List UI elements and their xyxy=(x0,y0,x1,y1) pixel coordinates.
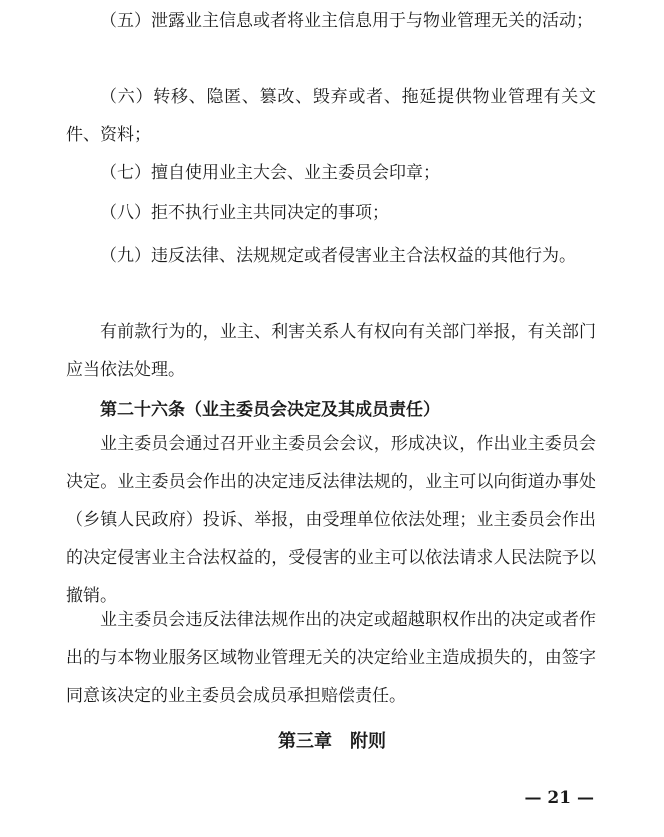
clause-item-5: （五）泄露业主信息或者将业主信息用于与物业管理无关的活动； xyxy=(100,11,593,31)
clause-item-8: （八）拒不执行业主共同决定的事项； xyxy=(100,203,389,223)
clause-item-9: （九）违反法律、法规规定或者侵害业主合法权益的其他行为。 xyxy=(100,246,576,266)
clause-item-7: （七）擅自使用业主大会、业主委员会印章； xyxy=(100,163,440,183)
article-26-paragraph-2: 业主委员会违反法律法规作出的决定或超越职权作出的决定或者作出的与本物业服务区域物业管理无关的决定给业主造成损失的，由签字同意该决定的业主委员会成员承担赔偿责任。 xyxy=(66,610,596,706)
page-number: — 21 — xyxy=(524,788,594,808)
article-26-paragraph-1: 业主委员会通过召开业主委员会会议，形成决议，作出业主委员会决定。业主委员会作出的决定违反法律法规的，业主可以向街道办事处（乡镇人民政府）投诉、举报，由受理单位依法处理；业主委员会作出的决定侵害业主合法权益的，受侵害的业主可以依法请求人民法院予以撤销。 xyxy=(66,434,596,606)
chapter-title: 第三章 附则 xyxy=(278,731,386,752)
clause-item-6: （六）转移、隐匿、篡改、毁弃或者、拖延提供物业管理有关文件、资料； xyxy=(66,87,596,145)
article-26-title: 第二十六条（业主委员会决定及其成员责任） xyxy=(100,400,440,420)
report-clause: 有前款行为的，业主、利害关系人有权向有关部门举报，有关部门应当依法处理。 xyxy=(66,322,596,380)
